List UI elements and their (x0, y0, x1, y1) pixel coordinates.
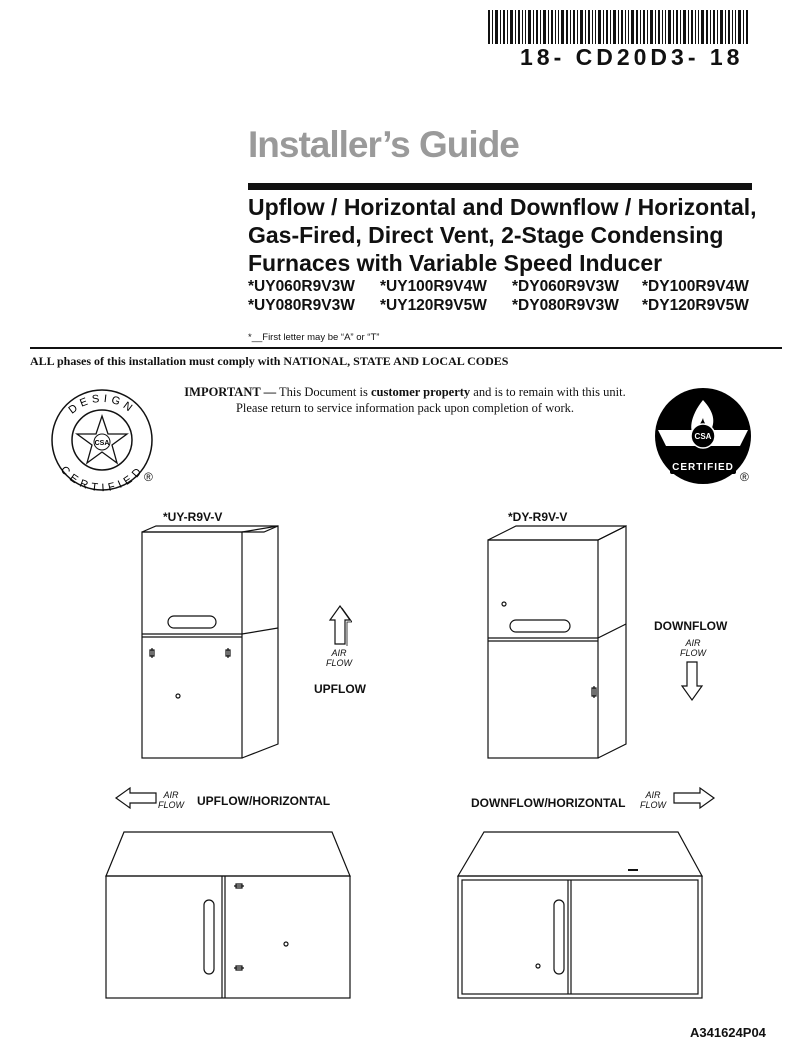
model-number: *DY060R9V3W (512, 278, 619, 295)
seal-text-top: DESIGN (66, 392, 138, 417)
model-number: *DY100R9V4W (642, 278, 749, 295)
model-number: *UY100R9V4W (380, 278, 487, 295)
codes-notice: ALL phases of this installation must comply with NATIONAL, STATE AND LOCAL CODES (30, 354, 509, 368)
design-certified-seal (46, 388, 158, 492)
model-number: *DY080R9V3W (512, 296, 619, 314)
important-lead: IMPORTANT — (184, 385, 277, 399)
seal-text-bottom: CERTIFIED (57, 464, 147, 492)
seal-label: CERTIFIED (672, 462, 734, 473)
downflow-horizontal-furnace-diagram (456, 830, 706, 1002)
airflow-label: AIR FLOW (158, 790, 184, 810)
airflow-label: AIR FLOW (680, 638, 706, 658)
model-number: *UY120R9V5W (380, 296, 487, 314)
right-arrow-icon (672, 786, 716, 810)
title-rule (248, 183, 752, 190)
seal-center-text: CSA (694, 432, 712, 441)
downflow-label: DOWNFLOW (654, 619, 728, 633)
airflow-label: AIR FLOW (640, 790, 666, 810)
upflow-label: UPFLOW (314, 682, 366, 696)
important-line2: Please return to service information pack upon completion of work. (235, 401, 575, 415)
model-number: *DY120R9V5W (642, 296, 749, 314)
model-number: *UY080R9V3W (248, 296, 355, 314)
registered-mark: ® (740, 470, 749, 484)
important-text: This Document is (276, 385, 371, 399)
seal-center-text: CSA (94, 440, 110, 447)
subtitle-line: Furnaces with Variable Speed Inducer (248, 250, 663, 276)
upflow-arrow-icon (328, 604, 352, 646)
downflow-horizontal-label: DOWNFLOW/HORIZONTAL (471, 796, 626, 810)
left-arrow-icon (114, 786, 158, 810)
document-number: 18- CD20D3- 18 (520, 44, 744, 70)
model-list (248, 278, 758, 315)
part-number: A341624P04 (690, 1025, 766, 1040)
airflow-label: AIR FLOW (326, 648, 352, 668)
model-footnote: *__First letter may be “A” or “T” (248, 332, 380, 343)
subtitle-line: Gas-Fired, Direct Vent, 2-Stage Condensing (248, 222, 724, 248)
section-rule (30, 347, 782, 349)
page-title: Installer’s Guide (248, 124, 519, 165)
upflow-furnace-diagram (140, 524, 282, 760)
dy-model-label: *DY-R9V-V (508, 510, 568, 524)
important-text: and is to remain with this unit. (470, 385, 626, 399)
downflow-furnace-diagram (486, 524, 634, 760)
registered-mark: ® (144, 470, 153, 484)
subtitle-line: Upflow / Horizontal and Downflow / Horizontal, (248, 194, 757, 220)
barcode (488, 10, 750, 44)
important-emphasis: customer property (371, 385, 471, 399)
downflow-arrow-icon (680, 660, 704, 702)
upflow-horizontal-label: UPFLOW/HORIZONTAL (197, 794, 331, 808)
model-number: *UY060R9V3W (248, 278, 355, 295)
uy-model-label: *UY-R9V-V (163, 510, 223, 524)
product-subtitle (248, 193, 768, 277)
upflow-horizontal-furnace-diagram (104, 830, 354, 1002)
important-notice (150, 384, 660, 416)
